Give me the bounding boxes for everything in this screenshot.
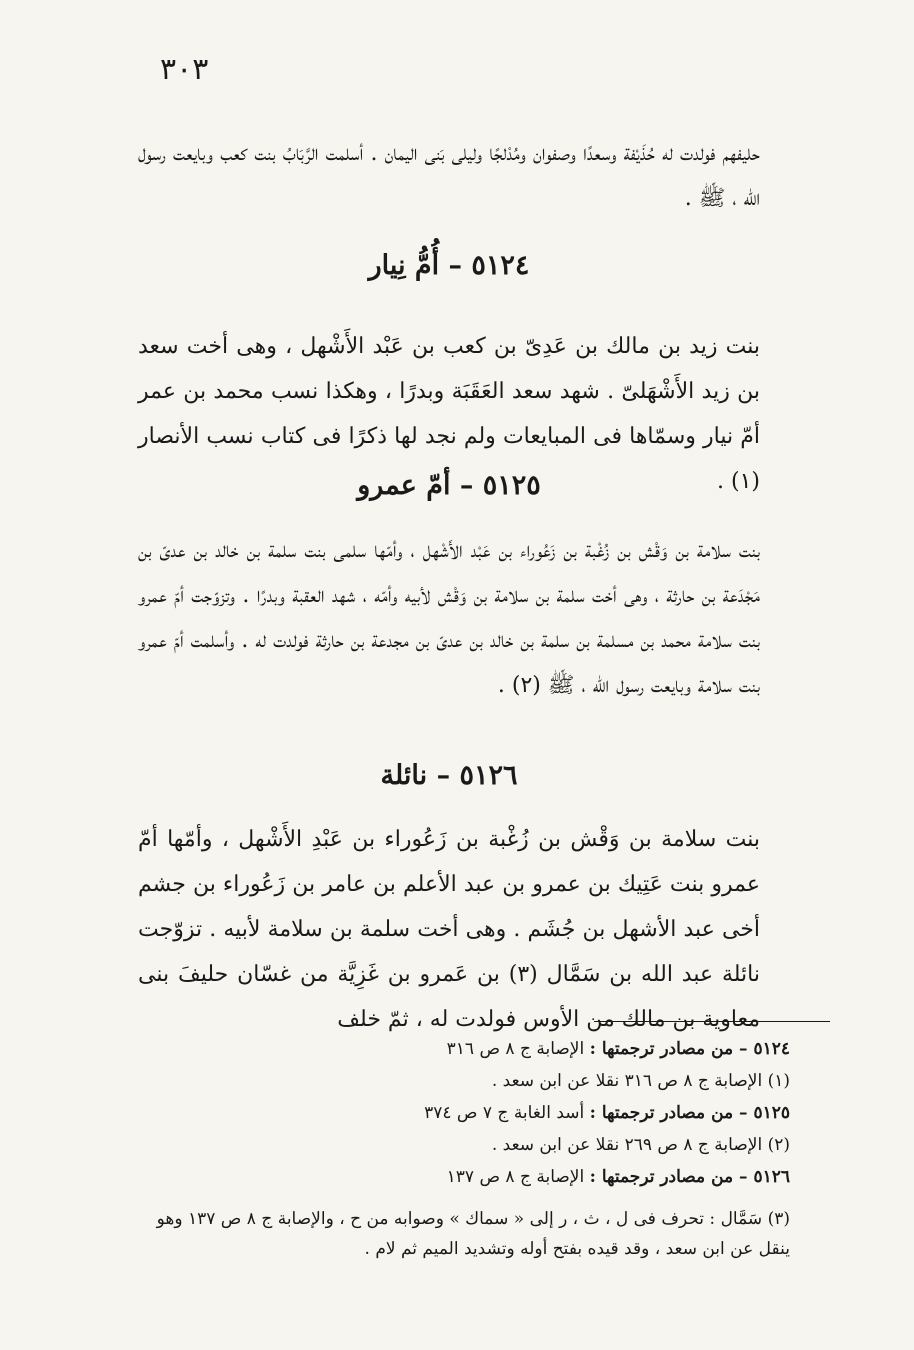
footnote-source-5125 bbox=[130, 1098, 790, 1128]
entry-heading-5126: ٥١٢٦ – نائلة bbox=[380, 760, 518, 791]
footnote-3 bbox=[130, 1204, 790, 1264]
footnote-source-5126 bbox=[130, 1162, 790, 1192]
footnote-label: ٥١٢٦ – من مصادر ترجمتها : bbox=[589, 1167, 790, 1187]
footnote-text: (٣) سَمَّال : تحرف فى ل ، ث ، ر إلى « سماك » وصوابه من ح ، والإصابة ج ٨ ص ١٣٧ وهو ينقل عن ابن سعد ، وقد قيده بفتح أوله وتشديد الميم ثم لام . bbox=[156, 1209, 790, 1259]
entry-heading-5124: ٥١٢٤ – أُمُّ نِيار bbox=[368, 250, 530, 281]
entry-text-5126: بنت سلامة بن وَقْش بن زُغْبة بن زَعُوراء بن عَبْدِ الأَشْهل ، وأمّها أمّ عمرو بنت عَتِيك بن عمرو بن عبد الأعلم بن عامر بن زَعُوراء بن جشم أخى عبد الأشهل بن جُشَم . وهى أخت سلمة بن سلامة لأبيه . تزوّجت نائلة عبد الله بن سَمَّال (٣) بن عَمرو بن غَزِيَّة من غسّان حليفَ بنى معاوية بن مالك من الأوس فولدت له ، ثمّ خلف bbox=[138, 827, 761, 1032]
page-number: ٣٠٣ bbox=[160, 52, 209, 87]
footnote-label: ٥١٢٤ – من مصادر ترجمتها : bbox=[589, 1039, 790, 1059]
footnote-separator bbox=[594, 1021, 830, 1022]
entry-text-5124: بنت زيد بن مالك بن عَدِىّ بن كعب بن عَبْد الأَشْهل ، وهى أخت سعد بن زيد الأَشْهَلىّ . شهد سعد العَقَبَة وبدرًا ، وهكذا نسب محمد بن عمر أمّ نيار وسمّاها فى المبايعات ولم نجد لها ذكرًا فى كتاب نسب الأنصار (١) . bbox=[138, 334, 760, 494]
footnote-text: الإصابة ج ٨ ص ١٣٧ bbox=[446, 1167, 590, 1187]
footnote-label: ٥١٢٥ – من مصادر ترجمتها : bbox=[589, 1103, 790, 1123]
footnote-text: أسد الغابة ج ٧ ص ٣٧٤ bbox=[424, 1103, 590, 1123]
footnote-text: الإصابة ج ٨ ص ٣١٦ bbox=[446, 1039, 590, 1059]
footnote-text: (٢) الإصابة ج ٨ ص ٢٦٩ نقلا عن ابن سعد . bbox=[491, 1135, 790, 1155]
intro-paragraph: حليفهم فولدت له حُذَيْفة وسعدًا وصفوان ومُدْلجًا وليلى بَنى اليمان . أسلمت الرَّبَابُ بنت كعب وبايعت رسول الله ، ﷺ . bbox=[138, 141, 760, 211]
footnote-text: (١) الإصابة ج ٨ ص ٣١٦ نقلا عن ابن سعد . bbox=[491, 1071, 790, 1091]
footnote-source-5124 bbox=[130, 1034, 790, 1064]
footnote-1 bbox=[130, 1066, 790, 1096]
entry-text-5125: بنت سلامة بن وَقْش بن زُغْبة بن زَعُوراء بن عَبْد الأَشْهل ، وأمّها سلمى بنت سلمة بن خالد بن عدىّ بن مَجْدَعة بن حارثة ، وهى أخت سلمة بن سلامة بن وَقْش لأبيه وأمّه ، شهد العقبة وبدرًا . وتزوّجت أمّ عمرو بنت سلامة محمد بن مسلمة بن سلمة بن خالد بن عدىّ بن مجدعة بن حارثة فولدت له . وأسلمت أمّ عمرو بنت سلامة وبايعت رسول الله ، ﷺ (٢) . bbox=[138, 538, 760, 698]
footnote-2 bbox=[130, 1130, 790, 1160]
entry-heading-5125: ٥١٢٥ – أمّ عمرو bbox=[357, 470, 541, 501]
